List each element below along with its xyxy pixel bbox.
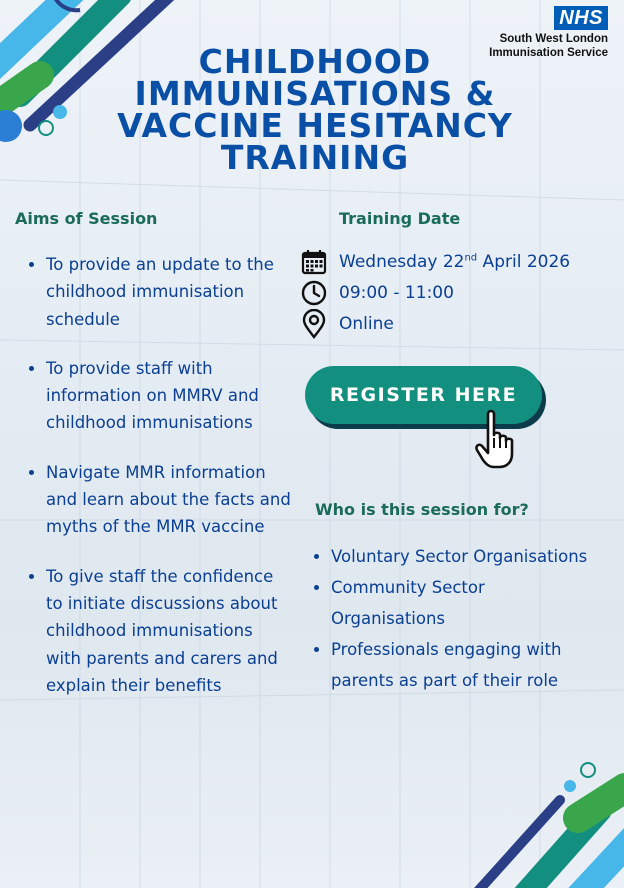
location-row bbox=[300, 310, 394, 338]
page-title bbox=[80, 42, 550, 177]
bottom-right-decor bbox=[470, 763, 624, 888]
clock-icon bbox=[300, 279, 328, 307]
date-suffix: nd bbox=[464, 252, 478, 264]
list-item: • To give staff the confidence to initiate discussions about childhood immunisations with parents and carers and explain their benefits bbox=[46, 563, 291, 699]
list-item: • Community Sector Organisations bbox=[331, 572, 601, 634]
list-item: • Voluntary Sector Organisations bbox=[331, 541, 601, 572]
title-line: IMMUNISATIONS & bbox=[134, 74, 496, 113]
title-line: CHILDHOOD bbox=[198, 42, 432, 81]
date-text bbox=[339, 252, 570, 272]
list-item: • To provide staff with information on MMRV and childhood immunisations bbox=[46, 355, 291, 437]
aims-list bbox=[28, 251, 291, 721]
audience-heading: Who is this session for? bbox=[315, 500, 529, 519]
date-row bbox=[300, 248, 570, 276]
register-button[interactable]: REGISTER HERE bbox=[305, 366, 542, 424]
audience-list bbox=[314, 541, 601, 696]
title-line: VACCINE HESITANCY bbox=[117, 106, 513, 145]
list-item: • Professionals engaging with parents as part of their role bbox=[331, 634, 601, 696]
aims-heading: Aims of Session bbox=[15, 209, 158, 228]
date-day: Wednesday 22 bbox=[339, 252, 465, 272]
org-line: Immunisation Service bbox=[489, 47, 608, 59]
nhs-branding bbox=[489, 6, 608, 60]
calendar-icon bbox=[300, 248, 328, 276]
location-text: Online bbox=[339, 314, 394, 334]
hand-pointer-icon bbox=[474, 408, 520, 474]
date-month-year: April 2026 bbox=[477, 252, 571, 272]
time-text: 09:00 - 11:00 bbox=[339, 283, 454, 303]
nhs-logo: NHS bbox=[554, 6, 608, 30]
list-item: • Navigate MMR information and learn about the facts and myths of the MMR vaccine bbox=[46, 459, 291, 541]
time-row bbox=[300, 279, 454, 307]
org-name bbox=[489, 32, 608, 60]
training-date-heading: Training Date bbox=[339, 209, 461, 228]
title-line: TRAINING bbox=[220, 138, 410, 177]
list-item: • To provide an update to the childhood immunisation schedule bbox=[46, 251, 291, 333]
location-pin-icon bbox=[300, 310, 328, 338]
org-line: South West London bbox=[499, 33, 608, 45]
